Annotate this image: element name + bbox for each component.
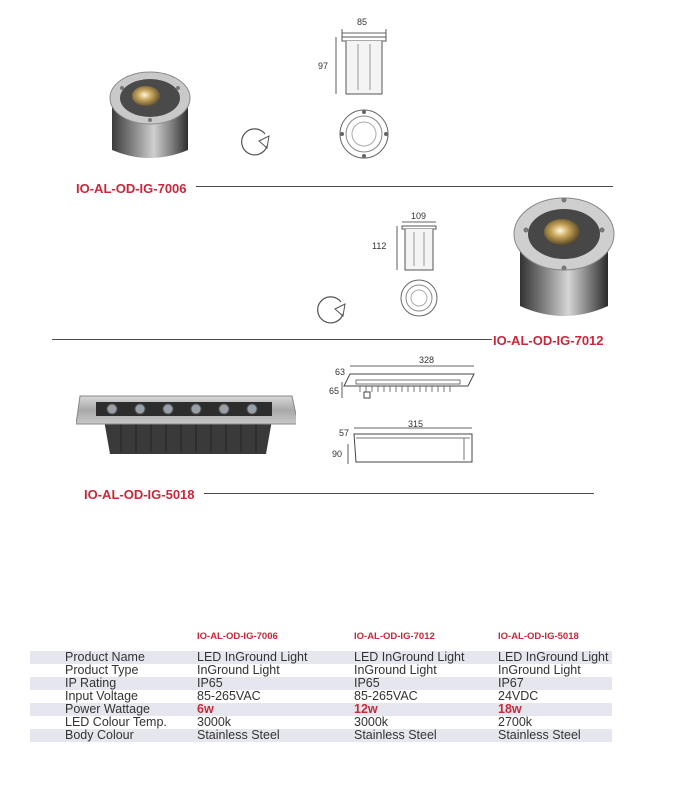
table-header-row [30,631,612,651]
table-cell: 2700k [498,715,533,729]
dim-bottom-length-5018: 315 [408,419,424,429]
product-code-7006: IO-AL-OD-IG-7006 [76,181,187,196]
row-label: Product Type [65,663,139,677]
table-cell: IP65 [354,677,498,690]
divider-7006 [196,186,613,187]
table-cell: InGround Light [197,663,280,677]
row-label: Power Wattage [30,703,197,716]
dim-bottom-depth-5018: 57 [339,428,350,438]
dim-top-height-5018: 65 [329,386,340,396]
table-cell: 18w [498,703,612,716]
table-cell: LED InGround Light [197,651,354,664]
row-label: Input Voltage [65,689,138,703]
dim-width-7006: 85 [357,17,368,27]
dim-top-length-5018: 328 [419,355,435,365]
table-row [30,729,612,742]
table-cell: InGround Light [354,663,437,677]
dim-height-7012: 112 [372,241,387,251]
table-cell: 12w [354,703,498,716]
table-cell: LED InGround Light [498,651,612,664]
row-label: IP Rating [30,677,197,690]
technical-drawing-7006 [306,14,416,164]
table-header-7006: IO-AL-OD-IG-7006 [197,631,278,642]
row-label: Product Name [30,651,197,664]
table-row [30,664,612,677]
row-label: Body Colour [30,729,197,742]
table-cell: 6w [197,703,354,716]
divider-5018 [204,493,594,494]
row-label: LED Colour Temp. [65,715,167,729]
table-cell: InGround Light [498,663,581,677]
divider-7012 [52,339,492,340]
table-cell: Stainless Steel [354,729,498,742]
table-cell: 85-265VAC [354,689,418,703]
table-cell: 85-265VAC [197,689,261,703]
beam-angle-icon [314,292,350,328]
table-header-blank [30,631,197,651]
table-cell: LED InGround Light [354,651,498,664]
dim-bottom-height-5018: 90 [332,449,343,459]
table-header-7012: IO-AL-OD-IG-7012 [354,631,435,642]
table-cell: 3000k [197,715,232,729]
beam-angle-icon [238,124,274,160]
product-code-5018: IO-AL-OD-IG-5018 [84,487,195,502]
dim-width-7012: 109 [411,211,427,221]
product-code-7012: IO-AL-OD-IG-7012 [493,333,604,348]
table-cell: Stainless Steel [197,729,354,742]
technical-drawing-5018 [326,352,486,482]
table-cell: IP65 [197,677,354,690]
table-header-5018: IO-AL-OD-IG-5018 [498,631,579,642]
product-photo-7012 [504,188,624,328]
spec-table [30,631,612,742]
table-cell: IP67 [498,677,612,690]
technical-drawing-7012 [362,210,452,320]
dim-top-depth-5018: 63 [335,367,346,377]
dim-height-7006: 97 [318,61,329,71]
table-cell: 3000k [354,715,389,729]
product-photo-5018 [76,378,296,458]
table-cell: Stainless Steel [498,729,612,742]
product-photo-7006 [100,58,200,168]
table-cell: 24VDC [498,689,539,703]
